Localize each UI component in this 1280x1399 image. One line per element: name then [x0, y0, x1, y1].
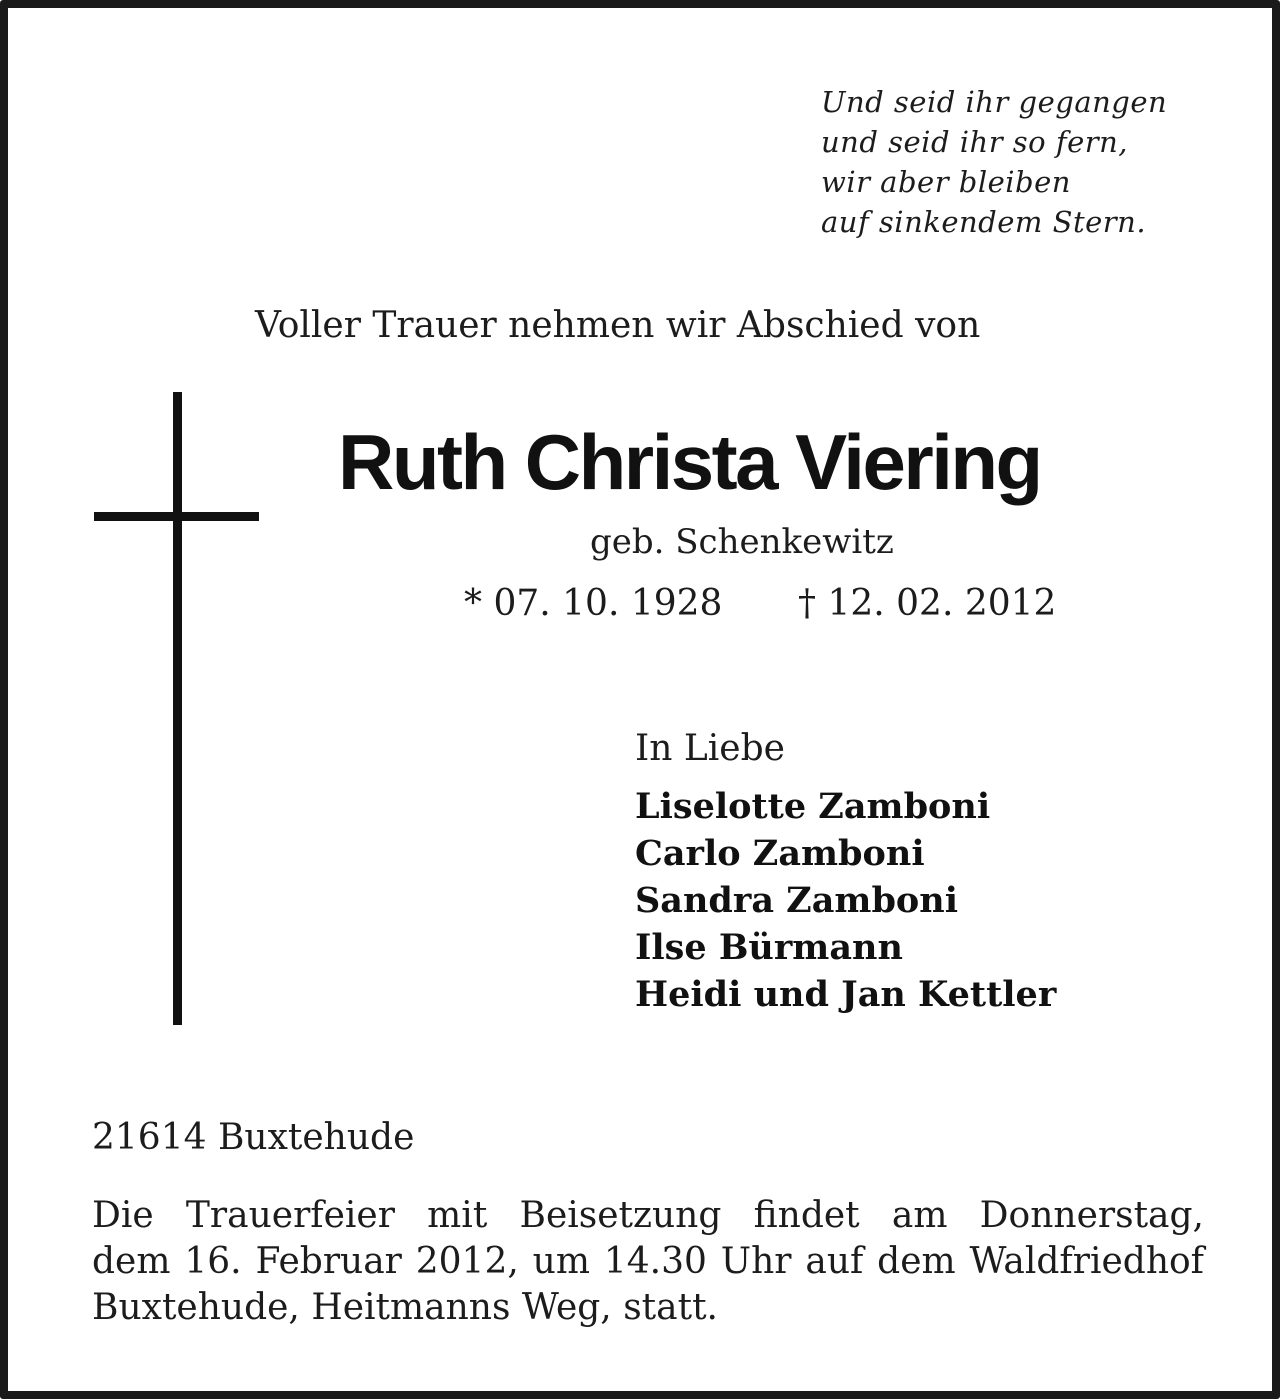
maiden-name: geb. Schenkewitz	[590, 522, 894, 562]
service-line: dem 16. Februar 2012, um 14.30 Uhr auf dem Waldfriedhof	[92, 1241, 1204, 1282]
poem-line: wir aber bleiben	[821, 165, 1071, 199]
cross-icon-beam	[94, 512, 259, 521]
mourner-name: Ilse Bürmann	[635, 927, 903, 968]
mourners-heading: In Liebe	[635, 728, 785, 769]
cross-icon	[173, 392, 182, 1025]
service-notice	[92, 1193, 1204, 1331]
service-line: Buxtehude, Heitmanns Weg, statt.	[92, 1287, 718, 1328]
birth-date: * 07. 10. 1928	[464, 583, 723, 624]
deceased-name: Ruth Christa Viering	[338, 418, 1041, 506]
poem-line: und seid ihr so fern,	[821, 125, 1128, 159]
mourner-name: Sandra Zamboni	[635, 880, 958, 921]
mourner-name: Liselotte Zamboni	[635, 786, 991, 827]
mourners-list	[635, 783, 1056, 1018]
poem-line: auf sinkendem Stern.	[821, 205, 1147, 239]
mourner-name: Carlo Zamboni	[635, 833, 925, 874]
death-date: † 12. 02. 2012	[798, 583, 1057, 624]
intro-text: Voller Trauer nehmen wir Abschied von	[255, 305, 981, 346]
poem-line: Und seid ihr gegangen	[821, 85, 1168, 119]
mourner-name: Heidi und Jan Kettler	[635, 974, 1057, 1015]
service-line: Die Trauerfeier mit Beisetzung findet am Donnerstag,	[92, 1195, 1204, 1236]
poem	[821, 82, 1241, 242]
address: 21614 Buxtehude	[92, 1117, 415, 1158]
